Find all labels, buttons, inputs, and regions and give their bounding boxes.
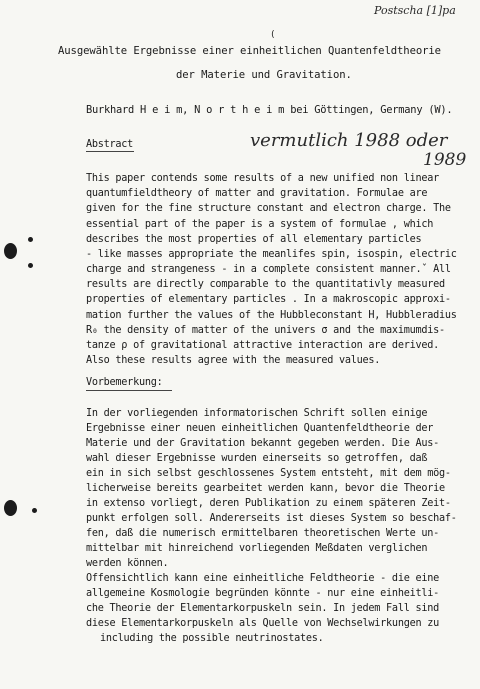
preface-underline	[86, 390, 172, 391]
punch-hole-lower	[4, 500, 17, 516]
preface-line: diese Elementarkorpuskeln als Quelle von Wechselwirkungen zu	[86, 618, 440, 629]
abstract-line: - like masses appropriate the meanlifes spin, isospin, electric	[86, 249, 457, 260]
document-subtitle: der Materie und Gravitation.	[176, 69, 352, 81]
abstract-line: essential part of the paper is a system of formulae , which	[86, 219, 434, 230]
preface-line: wahl dieser Ergebnisse wurden einerseits so getroffen, daß	[86, 453, 428, 464]
preface-line: ein in sich selbst geschlossenes System entsteht, mit dem mög-	[86, 468, 451, 479]
preface-line: Offensichtlich kann eine einheitliche Feldtheorie - die eine	[86, 573, 440, 584]
preface-line: Materie und der Gravitation bekannt gegeben werden. Die Aus-	[86, 438, 440, 449]
punch-hole-mark	[28, 263, 33, 268]
preface-line: werden können.	[86, 558, 169, 569]
abstract-heading: Abstract	[86, 139, 134, 150]
abstract-line: quantumfieldtheory of matter and gravitation. Formulae are	[86, 188, 428, 199]
punch-hole-upper	[4, 243, 17, 259]
punch-hole-mark	[32, 508, 37, 513]
preface-heading: Vorbemerkung:	[86, 377, 163, 388]
abstract-line: given for the fine structure constant and electron charge. The	[86, 203, 451, 214]
preface-line: punkt erfolgen soll. Andererseits ist dieses System so beschaf-	[86, 513, 457, 524]
preface-line: allgemeine Kosmologie begründen könnte - nur eine einheitli-	[86, 588, 440, 599]
abstract-line: tanze ρ of gravitational attractive interaction are derived.	[86, 340, 440, 351]
abstract-line: This paper contends some results of a new unified non linear	[86, 173, 440, 184]
preface-line: licherweise bereits gearbeitet werden kann, bevor die Theorie	[86, 483, 445, 494]
document-title: Ausgewählte Ergebnisse einer einheitlichen Quantenfeldtheorie	[58, 45, 441, 57]
preface-line: In der vorliegenden informatorischen Schrift sollen einige	[86, 408, 428, 419]
abstract-line: describes the most properties of all elementary particles	[86, 234, 422, 245]
abstract-underline	[86, 151, 134, 152]
preface-line: che Theorie der Elementarkorpuskeln sein. In jedem Fall sind	[86, 603, 440, 614]
punch-hole-mark	[28, 237, 33, 242]
author-line: Burkhard H e i m, N o r t h e i m bei Göttingen, Germany (W).	[86, 104, 453, 116]
abstract-line: results are directly comparable to the quantitativly measured	[86, 279, 445, 290]
preface-line: Ergebnisse einer neuen einheitlichen Quantenfeldtheorie der	[86, 423, 434, 434]
preface-line: in extenso vorliegt, deren Publikation zu einem späteren Zeit-	[86, 498, 451, 509]
margin-tick: (	[270, 30, 276, 40]
abstract-line: R₀ the density of matter of the univers σ and the maximumdis-	[86, 325, 445, 336]
abstract-line: charge and strangeness - in a complete consistent manner.ˇ All	[86, 264, 451, 275]
handwritten-date-note: vermutlich 1988 oder	[250, 130, 448, 151]
margin-note-top-right: Postscha [1]pa	[374, 4, 456, 17]
abstract-line: mation further the values of the Hubbleconstant H, Hubbleradius	[86, 310, 457, 321]
abstract-line: Also these results agree with the measured values.	[86, 355, 381, 366]
handwritten-date-note-year: 1989	[423, 150, 467, 170]
preface-line: including the possible neutrinostates.	[100, 633, 324, 644]
abstract-line: properties of elementary particles . In a makroscopic approxi-	[86, 294, 451, 305]
preface-line: fen, daß die numerisch ermittelbaren theoretischen Werte un-	[86, 528, 440, 539]
preface-line: mittelbar mit hinreichend vorliegenden Meßdaten verglichen	[86, 543, 428, 554]
